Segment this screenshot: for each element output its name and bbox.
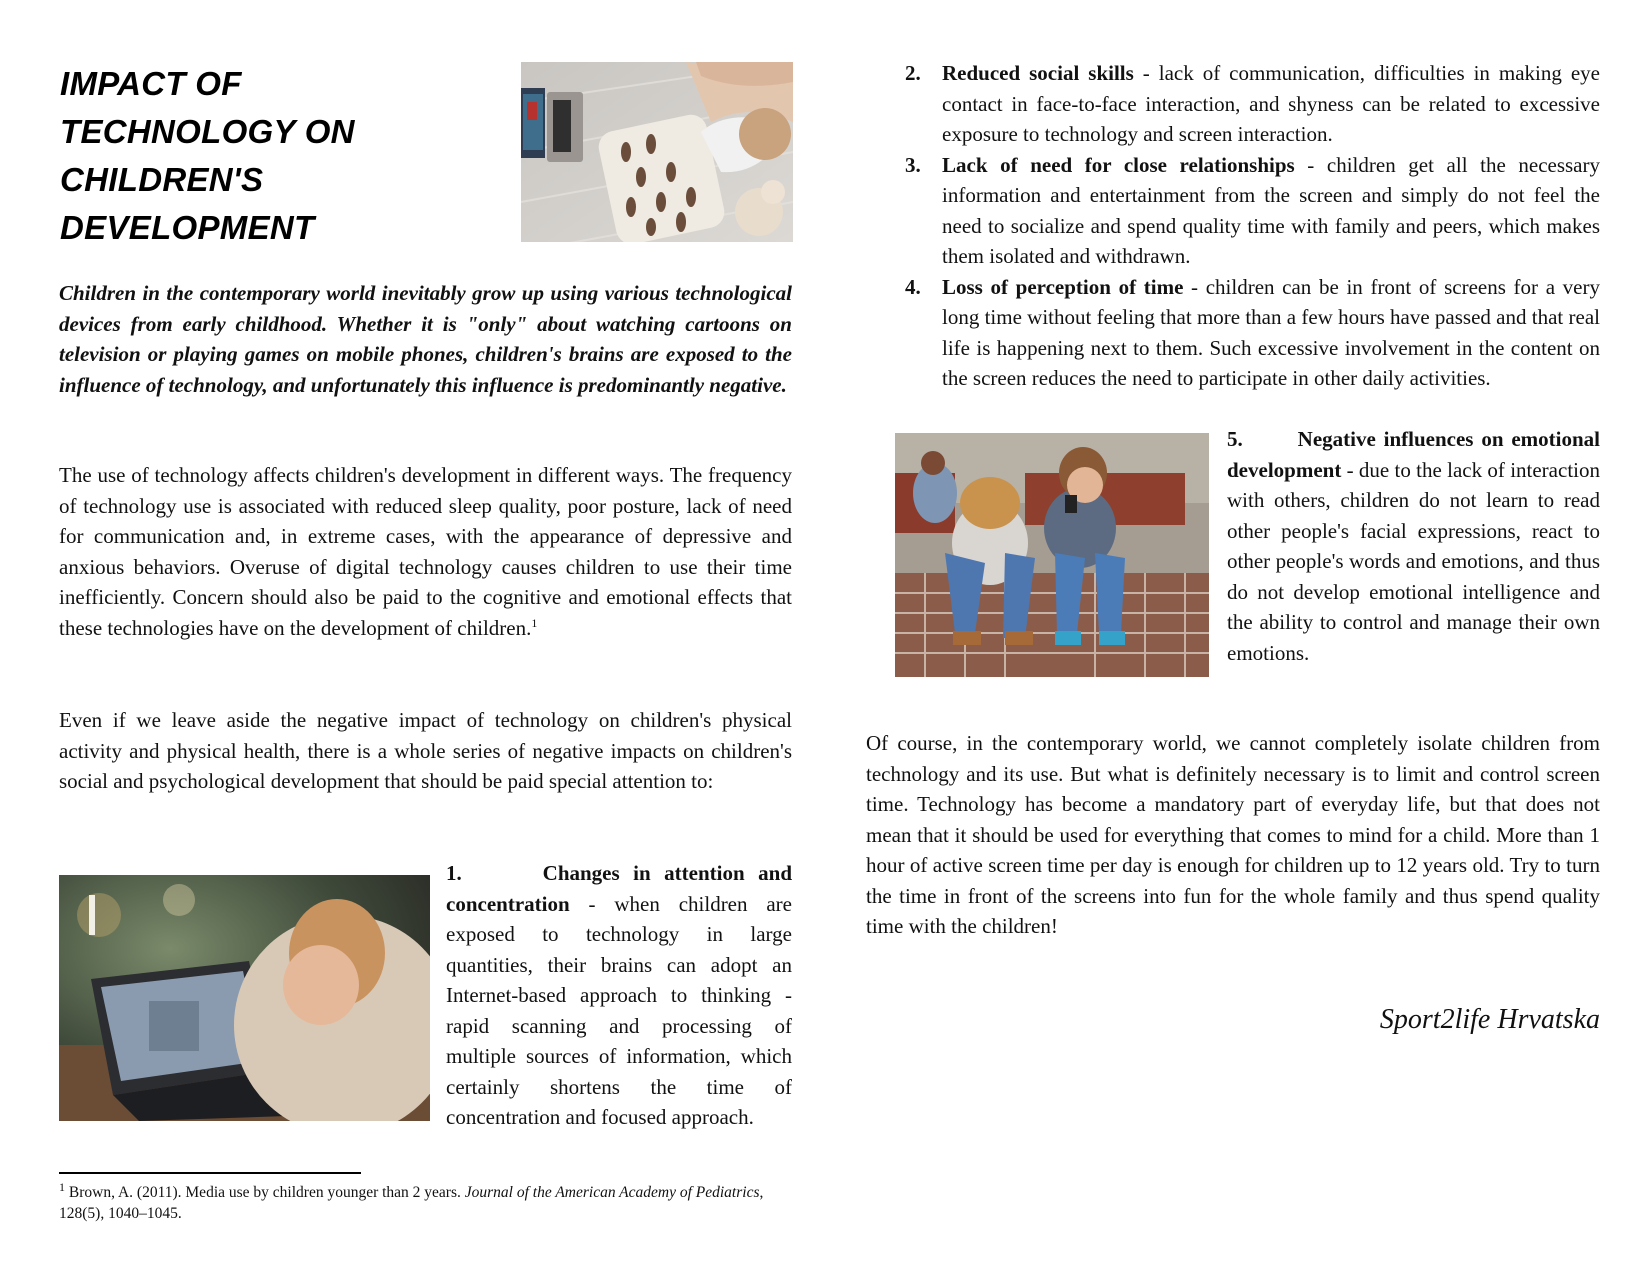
footnote-journal: Journal of the American Academy of Pediatrics bbox=[464, 1184, 760, 1201]
footnote-text: Brown, A. (2011). Media use by children younger than 2 years. bbox=[65, 1184, 465, 1201]
list-item-4 bbox=[905, 272, 1600, 394]
body-paragraph-1-text: The use of technology affects children's development in different ways. The frequency of technology use is associated with reduced sleep quality, poor posture, lack of need for communication and, in extreme cases, with the appearance of depressive and anxious behaviors. Overuse of digital technology causes children to use their time inefficiently. Concern should also be paid to the cognitive and emotional effects that these technologies have on the development of children. bbox=[59, 463, 792, 640]
title-line-4: DEVELOPMENT bbox=[60, 209, 315, 246]
footnote-separator bbox=[59, 1172, 361, 1174]
footnote-tail: , 128(5), 1040–1045. bbox=[59, 1184, 764, 1222]
list-item-2 bbox=[905, 58, 1600, 150]
list-item-1 bbox=[446, 858, 792, 1133]
list-item-3-heading: Lack of need for close relationships bbox=[942, 152, 1295, 177]
item5-photo bbox=[895, 433, 1209, 677]
lead-paragraph: Children in the contemporary world inevitably grow up using various technological devices from early childhood. Whether it is "only" about watching cartoons on television or playing games on mobile phones, children's brains are exposed to the influence of technology, and unfortunately this influence is predominantly negative. bbox=[59, 281, 792, 397]
footnote-marker: 1 bbox=[59, 1179, 65, 1194]
numbered-list bbox=[905, 58, 1600, 394]
signature: Sport2life Hrvatska bbox=[1379, 1004, 1600, 1035]
closing-paragraph: Of course, in the contemporary world, we cannot completely isolate children from technology and its use. But what is definitely necessary is to limit and control screen time. Technology has become a mandatory part of everyday life, but that does not mean that it should be used for everything that comes to mind for a child. More than 1 hour of active screen time per day is enough for children up to 12 years old. Try to turn the time in front of the screens into fun for the whole family and thus spend quality time with the children! bbox=[866, 731, 1600, 938]
body-paragraph-2: Even if we leave aside the negative impact of technology on children's physical activity and physical health, there is a whole series of negative impacts on children's social and psychological development that should be paid special attention to: bbox=[59, 708, 792, 793]
list-item-4-heading: Loss of perception of time bbox=[942, 274, 1184, 299]
list-item-3-number: 3. bbox=[905, 152, 921, 177]
list-item-3 bbox=[905, 150, 1600, 272]
boys-phones-image bbox=[895, 433, 1209, 677]
toddler-laptop-image bbox=[521, 62, 793, 242]
boy-laptop-image bbox=[59, 875, 430, 1121]
title-line-1: IMPACT OF bbox=[60, 65, 242, 102]
list-item-2-heading: Reduced social skills bbox=[942, 61, 1134, 85]
list-item-4-text: - children can be in front of screens for a very long time without feeling that more than a few hours have passed and that real life is happening next to them. Such excessive involvement in the content on the screen reduces the need to participate in other daily activities. bbox=[942, 274, 1600, 390]
header-photo bbox=[521, 62, 793, 242]
footnote bbox=[59, 1179, 779, 1224]
list-item-2-text: - lack of communication, difficulties in making eye contact in face-to-face interaction, and shyness can be related to excessive exposure to technology and screen interaction. bbox=[942, 61, 1601, 146]
page-title bbox=[60, 60, 480, 252]
body-paragraph-1 bbox=[59, 460, 792, 643]
list-item-2-number: 2. bbox=[905, 61, 921, 85]
list-item-5-number: 5. bbox=[1227, 427, 1243, 451]
item1-photo bbox=[59, 875, 430, 1121]
list-item-5-heading: Negative influences on emotional development bbox=[1227, 427, 1600, 482]
title-line-3: CHILDREN'S bbox=[60, 161, 264, 198]
footnote-reference[interactable]: 1 bbox=[531, 615, 538, 630]
title-line-2: TECHNOLOGY ON bbox=[60, 113, 355, 150]
list-item-5 bbox=[1227, 424, 1600, 668]
list-item-4-number: 4. bbox=[905, 274, 921, 299]
list-item-1-text: - when children are exposed to technology in large quantities, their brains can adopt an Internet-based approach to thinking - rapid scanning and processing of multiple sources of information, which certainly shortens the time of concentration and focused approach. bbox=[446, 891, 792, 1129]
list-item-1-number: 1. bbox=[446, 861, 462, 885]
list-item-1-heading: Changes in attention and concentration bbox=[446, 861, 792, 916]
list-item-3-text: - children get all the necessary information and entertainment from the screen and simply do not feel the need to socialize and spend quality time with family and peers, which makes them isolated and withdrawn. bbox=[942, 152, 1600, 268]
list-item-5-text: - due to the lack of interaction with others, children do not learn to read other people's facial expressions, react to other people's words and emotions, and thus do not develop emotional intelligence and the ability to control and manage their own emotions. bbox=[1227, 457, 1600, 665]
